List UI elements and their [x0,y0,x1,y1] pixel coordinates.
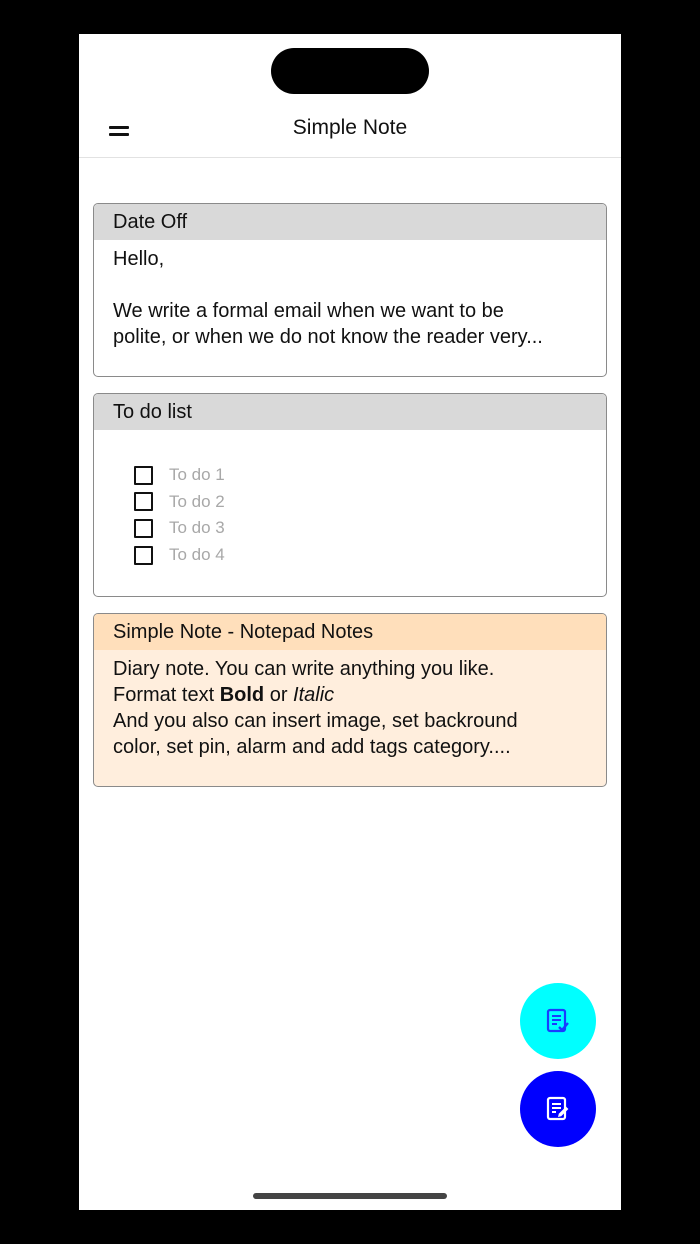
todo-checkbox[interactable] [134,466,153,485]
note-title: Simple Note - Notepad Notes [94,614,606,650]
todo-item [134,515,606,542]
new-checklist-button[interactable] [520,983,596,1059]
todo-checkbox[interactable] [134,546,153,565]
todo-list [94,430,606,568]
note-card-date-off[interactable] [93,203,607,377]
home-indicator[interactable] [253,1193,447,1199]
todo-checkbox[interactable] [134,519,153,538]
note-title: Date Off [94,204,606,240]
todo-label: To do 4 [169,545,225,565]
todo-item [134,462,606,489]
note-body-line: polite, or when we do not know the reader very... [113,326,543,348]
todo-label: To do 2 [169,491,225,511]
todo-checkbox[interactable] [134,492,153,511]
checklist-note-icon [544,1007,572,1035]
phone-screen [79,34,621,1210]
app-title: Simple Note [292,116,408,139]
edit-note-icon [544,1095,572,1123]
app-bar [79,106,621,158]
note-body-line: Hello, [113,248,165,270]
note-card-simple-note[interactable] [93,613,607,787]
note-body-format-line [113,682,587,708]
dynamic-island [271,48,429,94]
note-body-spacer [113,272,587,298]
note-card-todo-list[interactable] [93,393,607,597]
format-or-text: or [264,684,294,706]
format-prefix-text: Format text [113,684,220,706]
note-body-line: We write a formal email when we want to be [113,300,504,322]
note-body-line: color, set pin, alarm and add tags category.... [113,736,511,758]
note-body [94,240,606,350]
note-body-line: Diary note. You can write anything you like. [113,658,495,680]
italic-text: Italic [293,684,335,706]
new-note-button[interactable] [520,1071,596,1147]
bold-text: Bold [219,684,265,706]
note-title: To do list [94,394,606,430]
todo-item [134,542,606,569]
note-body-line: And you also can insert image, set backround [113,710,518,732]
todo-item [134,489,606,516]
todo-label: To do 3 [169,518,225,538]
todo-label: To do 1 [169,465,225,485]
note-body [94,650,606,760]
